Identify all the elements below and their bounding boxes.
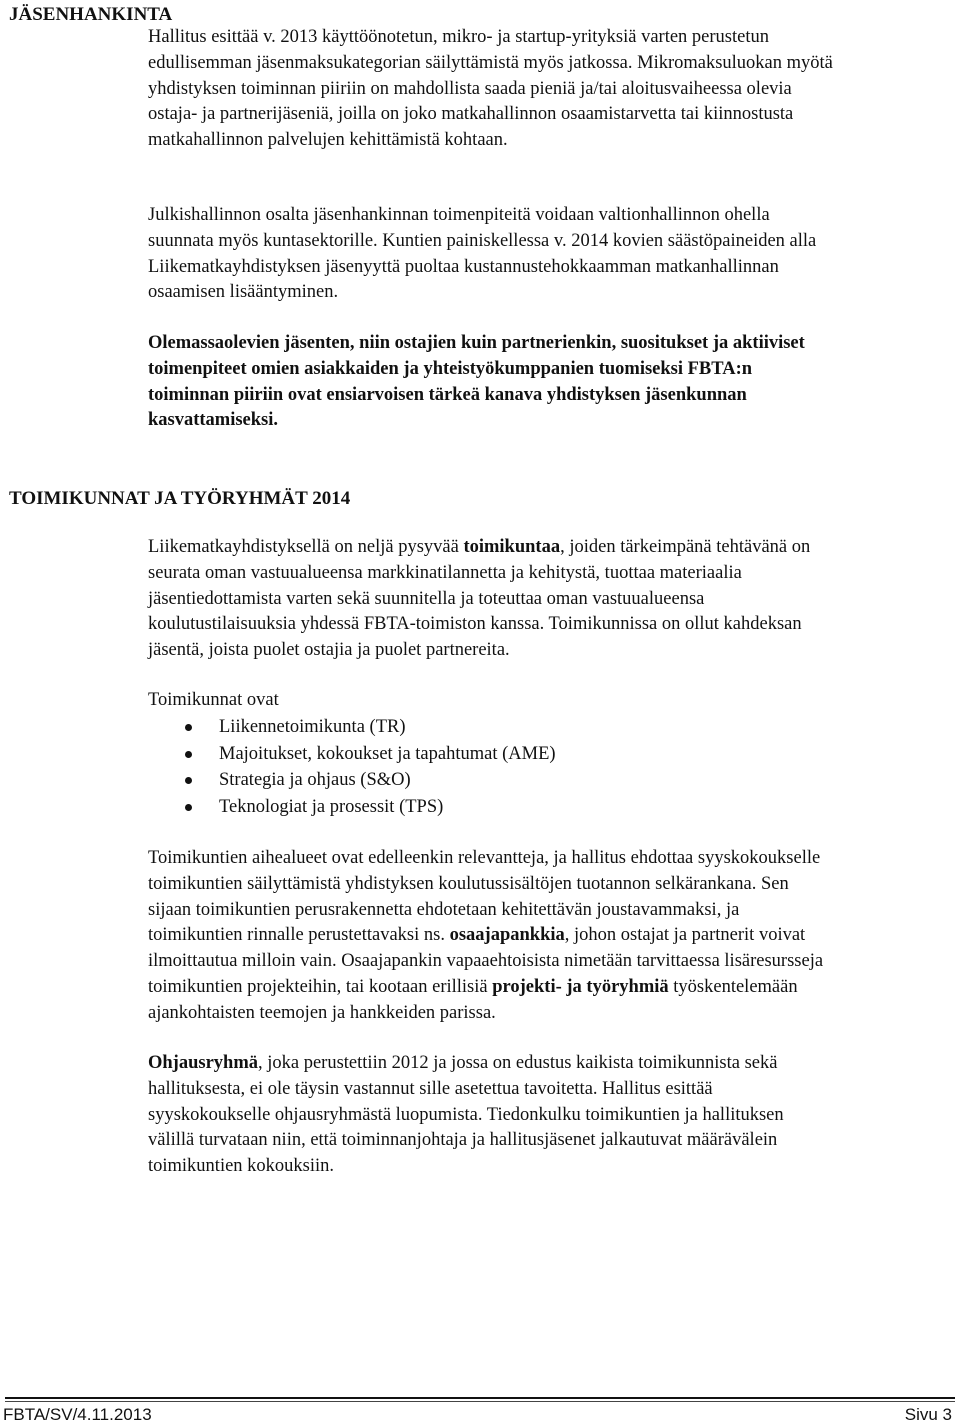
- text-line: yhdistyksen toiminnan piiriin on mahdollista saada pieniä ja/tai aloitusvaiheessa olevia: [148, 78, 792, 99]
- committee-list-intro: [148, 688, 938, 714]
- bold-term-osaajapankkia: osaajapankkia: [449, 925, 565, 946]
- text-line: seurata oman vastuualueensa markkinatilannetta ja kehitystä, tuottaa materiaalia: [148, 562, 742, 583]
- paragraph-member-recommendations: [148, 331, 938, 434]
- text-line: suunnata myös kuntasektorille. Kuntien painiskellessa v. 2014 kovien säästöpaineiden alla: [148, 230, 817, 251]
- text-line: toimikuntien kokouksiin.: [148, 1156, 335, 1177]
- text-line: [148, 923, 938, 949]
- text-line: jäsentä, joista puolet ostajia ja puolet partnereita.: [148, 640, 510, 661]
- text-line: [148, 1051, 938, 1077]
- list-item: [148, 714, 556, 741]
- footer-divider: [5, 1397, 955, 1399]
- paragraph-public-sector: [148, 203, 938, 306]
- text-line: jäsentiedottamista varten sekä suunnitella ja toteuttaa oman vastuualueensa: [148, 588, 705, 609]
- text-fragment: , joka perustettiin 2012 ja jossa on edustus kaikista toimikunnista sekä: [258, 1053, 778, 1073]
- text-line: syyskokoukselle ohjausryhmästä luopumista. Tiedonkulku toimikuntien ja hallituksen: [148, 1104, 784, 1125]
- bullet-icon: [185, 724, 192, 731]
- text-fragment: Liikematkayhdistyksellä on neljä pysyvää: [148, 537, 464, 557]
- text-fragment: , johon ostajat ja partnerit voivat: [564, 925, 806, 946]
- footer-document-reference: FBTA/SV/4.11.2013: [3, 1405, 152, 1424]
- text-line: hallituksesta, ei ole täysin vastannut sille asetettua tavoitetta. Hallitus esittää: [148, 1078, 713, 1099]
- paragraph-committees-intro: [148, 535, 938, 664]
- committee-name: Strategia ja ohjaus (S&O): [219, 770, 411, 791]
- text-line: Toimikuntien aihealueet ovat edelleenkin relevantteja, ja hallitus ehdottaa syyskokoukselle: [148, 848, 821, 868]
- text-line: ilmoittautua milloin vain. Osaajapankin vapaaehtoisista nimetään tarvittaessa lisäresursseja: [148, 951, 824, 972]
- text-line: Liikematkayhdistyksen jäsenyyttä puoltaa kustannustehokkaamman matkanhallinnan: [148, 256, 779, 277]
- text-line: Hallitus esittää v. 2013 käyttöönotetun, mikro- ja startup-yrityksiä varten perustetun: [148, 27, 769, 47]
- text-line: ostaja- ja partnerijäseniä, joilla on joko matkahallinnon osaamistarvetta tai kiinnostusta: [148, 104, 794, 125]
- footer-page-number: Sivu 3: [904, 1405, 952, 1424]
- text-line: [148, 975, 938, 1001]
- text-line: koulutustilaisuuksia yhdessä FBTA-toimiston kanssa. Toimikunnissa on ollut kahdeksan: [148, 614, 802, 635]
- text-line: matkahallinnon palvelujen kehittämistä kohtaan.: [148, 130, 508, 151]
- text-line: [148, 535, 938, 561]
- committee-name: Majoitukset, kokoukset ja tapahtumat (AME): [219, 743, 556, 764]
- text-line: osaamisen lisääntyminen.: [148, 282, 339, 303]
- section-title-toimikunnat: TOIMIKUNNAT JA TYÖRYHMÄT 2014: [9, 488, 351, 509]
- text-line: toimikuntien säilyttämistä yhdistyksen koulutussisältöjen tuotannon selkärankana. Sen: [148, 873, 789, 894]
- text-fragment: toimikuntien rinnalle perustettavaksi ns.: [148, 925, 450, 946]
- committee-name: Teknologiat ja prosessit (TPS): [219, 797, 444, 818]
- text-fragment: , joiden tärkeimpänä tehtävänä on: [560, 537, 811, 557]
- footer-divider-thin: [5, 1401, 955, 1402]
- text-fragment: työskentelemään: [668, 976, 798, 997]
- paragraph-steering-group: [148, 1051, 938, 1180]
- section-title-jasenhankinta: JÄSENHANKINTA: [9, 4, 173, 25]
- paragraph-membership-fee: [148, 25, 938, 154]
- bold-term-ohjausryhma: Ohjausryhmä: [148, 1053, 258, 1073]
- committee-list: [148, 714, 556, 821]
- text-line: toimenpiteet omien asiakkaiden ja yhteistyökumppanien tuomiseksi FBTA:n: [148, 358, 753, 379]
- bullet-icon: [185, 777, 192, 784]
- paragraph-expert-bank: [148, 846, 938, 1027]
- text-fragment: toimikuntien projekteihin, tai kootaan erillisiä: [148, 976, 493, 997]
- list-item: [148, 794, 556, 821]
- text-line: kasvattamiseksi.: [148, 410, 279, 431]
- text-line: Olemassaolevien jäsenten, niin ostajien kuin partnerienkin, suositukset ja aktiiviset: [148, 333, 805, 353]
- bullet-icon: [185, 804, 192, 811]
- list-item: [148, 767, 556, 794]
- text-line: Toimikunnat ovat: [148, 690, 279, 710]
- list-item: [148, 741, 556, 768]
- text-line: ajankohtaisten teemojen ja hankkeiden parissa.: [148, 1002, 496, 1023]
- bullet-icon: [185, 751, 192, 758]
- text-line: edullisemman jäsenmaksukategorian säilyttämistä myös jatkossa. Mikromaksuluokan myötä: [148, 52, 833, 73]
- text-line: sijaan toimikuntien perusrakennetta ehdotetaan kehitettävän joustavammaksi, ja: [148, 899, 740, 920]
- text-line: välillä turvataan niin, että toiminnanjohtaja ja hallitusjäsenet jalkautuvat määrävälein: [148, 1130, 778, 1151]
- bold-term-projekti-ja-tyoryhmia: projekti- ja työryhmiä: [492, 976, 669, 997]
- committee-name: Liikennetoimikunta (TR): [219, 717, 406, 737]
- text-line: toiminnan piiriin ovat ensiarvoisen tärkeä kanava yhdistyksen jäsenkunnan: [148, 384, 747, 405]
- bold-term-toimikuntaa: toimikuntaa: [463, 537, 561, 557]
- text-line: Julkishallinnon osalta jäsenhankinnan toimenpiteitä voidaan valtionhallinnon ohella: [148, 205, 770, 225]
